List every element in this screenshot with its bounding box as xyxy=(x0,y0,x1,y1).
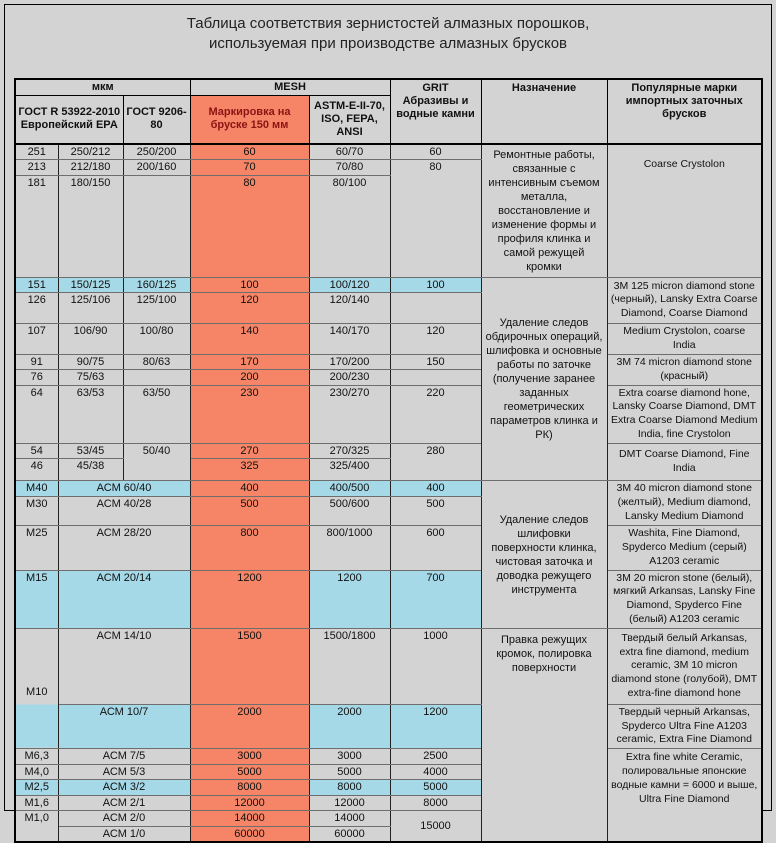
cell-epa-range: 53/45 xyxy=(58,443,123,459)
cell-epa-range: 212/180 xyxy=(58,160,123,176)
cell-acm: АСМ 1/0 xyxy=(58,826,190,842)
cell-marks: 3M 40 micron diamond stone (желтый), Medium diamond, Lansky Medium Diamond xyxy=(607,481,762,525)
cell-astm: 1500/1800 xyxy=(309,628,390,704)
cell-acm: АСМ 60/40 xyxy=(58,481,190,497)
cell-marking: 100 xyxy=(190,277,309,293)
table-row xyxy=(15,628,762,704)
page-title-line2: используемая при производстве алмазных брусков xyxy=(208,35,568,52)
cell-marks: 3M 125 micron diamond stone (черный), Lansky Extra Coarse Diamond, Coarse Diamond xyxy=(607,277,762,324)
cell-astm: 140/170 xyxy=(309,324,390,355)
header-mesh: MESH xyxy=(190,79,390,96)
cell-epa-range: 63/53 xyxy=(58,385,123,443)
cell-marking: 3000 xyxy=(190,749,309,765)
cell-gost: 160/125 xyxy=(123,277,190,293)
table-row-highlight xyxy=(15,481,762,497)
cell-gost: 63/50 xyxy=(123,385,190,443)
cell-gost: 100/80 xyxy=(123,324,190,355)
cell-acm: АСМ 3/2 xyxy=(58,780,190,796)
cell-marks: Твердый черный Arkansas, Spyderco Ultra Fine A1203 ceramic, Extra Fine Diamond xyxy=(607,704,762,748)
cell-marking: 60 xyxy=(190,144,309,160)
cell-astm: 100/120 xyxy=(309,277,390,293)
cell-gost-m xyxy=(15,628,58,748)
cell-astm: 3000 xyxy=(309,749,390,765)
cell-marking: 12000 xyxy=(190,795,309,811)
cell-gost: 250/200 xyxy=(123,144,190,160)
cell-astm: 60/70 xyxy=(309,144,390,160)
cell-astm: 500/600 xyxy=(309,497,390,526)
cell-epa-range: 250/212 xyxy=(58,144,123,160)
cell-astm: 1200 xyxy=(309,570,390,628)
cell-epa-um: 54 xyxy=(15,443,58,459)
cell-grit: 1000 xyxy=(390,628,481,704)
cell-marking: 1500 xyxy=(190,628,309,704)
cell-epa-range: 90/75 xyxy=(58,354,123,370)
cell-marks: DMT Coarse Diamond, Fine India xyxy=(607,443,762,481)
page-title xyxy=(0,14,776,54)
cell-grit xyxy=(390,293,481,324)
cell-marking: 8000 xyxy=(190,780,309,796)
cell-grit: 400 xyxy=(390,481,481,497)
cell-marking: 14000 xyxy=(190,811,309,827)
cell-marking: 230 xyxy=(190,385,309,443)
cell-marking: 400 xyxy=(190,481,309,497)
grit-correspondence-table xyxy=(14,78,763,843)
cell-acm: АСМ 2/1 xyxy=(58,795,190,811)
header-marks: Популярные марки импортных заточных брусков xyxy=(607,79,762,144)
cell-marking: 200 xyxy=(190,370,309,386)
cell-grit: 15000 xyxy=(390,811,481,843)
cell-astm: 325/400 xyxy=(309,459,390,481)
cell-grit: 500 xyxy=(390,497,481,526)
cell-marks: Extra coarse diamond hone, Lansky Coarse Diamond, DMT Extra Coarse Diamond Medium India, fine Crystolon xyxy=(607,385,762,443)
cell-gost-m: M1,0 xyxy=(15,811,58,843)
cell-marking: 500 xyxy=(190,497,309,526)
cell-epa-um: 91 xyxy=(15,354,58,370)
cell-astm: 12000 xyxy=(309,795,390,811)
header-gost-9206: ГОСТ 9206-80 xyxy=(123,96,190,144)
cell-astm: 70/80 xyxy=(309,160,390,176)
cell-epa-range: 75/63 xyxy=(58,370,123,386)
cell-acm: АСМ 40/28 xyxy=(58,497,190,526)
cell-acm: АСМ 14/10 xyxy=(58,628,190,704)
cell-astm: 200/230 xyxy=(309,370,390,386)
cell-marking: 325 xyxy=(190,459,309,481)
cell-marks: Extra fine white Ceramic, полировальные японские водные камни = 6000 и выше, Ultra Fine Diamond xyxy=(607,749,762,843)
cell-grit: 700 xyxy=(390,570,481,628)
cell-astm: 270/325 xyxy=(309,443,390,459)
cell-gost xyxy=(123,175,190,277)
cell-marks: Твердый белый Arkansas, extra fine diamond, medium ceramic, 3M 10 micron diamond stone (голубой), DMT extra-fine diamond hone xyxy=(607,628,762,704)
cell-marks: Washita, Fine Diamond, Spyderco Medium (серый) A1203 ceramic xyxy=(607,525,762,570)
cell-marking: 170 xyxy=(190,354,309,370)
cell-astm: 60000 xyxy=(309,826,390,842)
cell-gost-m: M40 xyxy=(15,481,58,497)
cell-astm: 80/100 xyxy=(309,175,390,277)
cell-astm: 8000 xyxy=(309,780,390,796)
cell-marking: 80 xyxy=(190,175,309,277)
header-mkm: мкм xyxy=(15,79,190,96)
cell-marking: 120 xyxy=(190,293,309,324)
cell-epa-range: 45/38 xyxy=(58,459,123,481)
header-grit-line2: Абразивы и водные камни xyxy=(396,95,475,120)
cell-acm: АСМ 10/7 xyxy=(58,704,190,748)
cell-grit: 4000 xyxy=(390,764,481,780)
header-naznachenie: Назначение xyxy=(481,79,607,144)
cell-grit: 60 xyxy=(390,144,481,160)
cell-epa-range: 180/150 xyxy=(58,175,123,277)
cell-gost xyxy=(123,370,190,386)
cell-epa-um: 251 xyxy=(15,144,58,160)
cell-epa-um: 126 xyxy=(15,293,58,324)
cell-acm: АСМ 28/20 xyxy=(58,525,190,570)
cell-astm: 5000 xyxy=(309,764,390,780)
table-row-highlight xyxy=(15,277,762,293)
cell-astm: 2000 xyxy=(309,704,390,748)
cell-marks: 3M 74 micron diamond stone (красный) xyxy=(607,354,762,385)
cell-grit: 1200 xyxy=(390,704,481,748)
cell-acm: АСМ 20/14 xyxy=(58,570,190,628)
cell-naznachenie: Удаление следов шлифовки поверхности клинка, чистовая заточка и доводка режущего инструмента xyxy=(481,481,607,629)
cell-epa-range: 125/106 xyxy=(58,293,123,324)
cell-astm: 14000 xyxy=(309,811,390,827)
cell-acm: АСМ 7/5 xyxy=(58,749,190,765)
cell-astm: 400/500 xyxy=(309,481,390,497)
cell-astm: 170/200 xyxy=(309,354,390,370)
cell-grit: 2500 xyxy=(390,749,481,765)
cell-marking: 70 xyxy=(190,160,309,176)
header-grit-line1: GRIT xyxy=(422,82,449,94)
table-row xyxy=(15,324,762,355)
header-astm: ASTM-E-II-70, ISO, FEPA, ANSI xyxy=(309,96,390,144)
cell-gost-m: M2,5 xyxy=(15,780,58,796)
cell-gost-m: M25 xyxy=(15,525,58,570)
table-row-highlight xyxy=(15,704,762,748)
cell-gost: 50/40 xyxy=(123,443,190,481)
cell-epa-um: 76 xyxy=(15,370,58,386)
table-row xyxy=(15,443,762,459)
cell-grit: 5000 xyxy=(390,780,481,796)
cell-marking: 5000 xyxy=(190,764,309,780)
cell-naznachenie: Ремонтные работы, связанные с интенсивным съемом металла, восстановление и изменение формы и профиля клинка и самой режущей кромки xyxy=(481,144,607,278)
cell-gost-m: M6,3 xyxy=(15,749,58,765)
cell-marks: Medium Crystolon, coarse India xyxy=(607,324,762,355)
cell-marks: 3M 20 micron stone (белый), мягкий Arkansas, Lansky Fine Diamond, Spyderco Fine (белый) A1203 ceramic xyxy=(607,570,762,628)
table-row xyxy=(15,385,762,443)
table-row xyxy=(15,525,762,570)
cell-grit: 220 xyxy=(390,385,481,443)
cell-gost: 200/160 xyxy=(123,160,190,176)
cell-marks: Coarse Crystolon xyxy=(607,144,762,278)
table-row-highlight xyxy=(15,570,762,628)
cell-gost: 125/100 xyxy=(123,293,190,324)
header-gost-r: ГОСТ R 53922-2010 Европейский EPA xyxy=(15,96,123,144)
cell-astm: 230/270 xyxy=(309,385,390,443)
cell-epa-range: 106/90 xyxy=(58,324,123,355)
page-title-line1: Таблица соответствия зернистостей алмазных порошков, xyxy=(186,15,590,32)
cell-epa-um: 181 xyxy=(15,175,58,277)
cell-grit: 8000 xyxy=(390,795,481,811)
table-row xyxy=(15,144,762,160)
cell-marking: 60000 xyxy=(190,826,309,842)
cell-astm: 120/140 xyxy=(309,293,390,324)
cell-gost-m-label: M10 xyxy=(26,685,48,698)
cell-epa-um: 151 xyxy=(15,277,58,293)
cell-marking: 800 xyxy=(190,525,309,570)
cell-astm: 800/1000 xyxy=(309,525,390,570)
cell-marking: 2000 xyxy=(190,704,309,748)
cell-epa-um: 107 xyxy=(15,324,58,355)
cell-gost-m: M4,0 xyxy=(15,764,58,780)
cell-gost-m: M15 xyxy=(15,570,58,628)
cell-gost: 80/63 xyxy=(123,354,190,370)
cell-grit: 100 xyxy=(390,277,481,293)
table-row xyxy=(15,749,762,765)
table-row xyxy=(15,354,762,370)
cell-epa-um: 213 xyxy=(15,160,58,176)
cell-grit: 120 xyxy=(390,324,481,355)
cell-gost-m: M30 xyxy=(15,497,58,526)
cell-marking: 270 xyxy=(190,443,309,459)
cell-grit: 80 xyxy=(390,160,481,278)
header-marking: Маркировка на бруске 150 мм xyxy=(190,96,309,144)
cell-gost-m: M1,6 xyxy=(15,795,58,811)
cell-marking: 140 xyxy=(190,324,309,355)
header-grit xyxy=(390,79,481,144)
cell-acm: АСМ 5/3 xyxy=(58,764,190,780)
cell-epa-um: 64 xyxy=(15,385,58,443)
cell-grit xyxy=(390,370,481,386)
cell-grit: 150 xyxy=(390,354,481,370)
cell-epa-range: 150/125 xyxy=(58,277,123,293)
cell-grit: 280 xyxy=(390,443,481,481)
cell-grit: 600 xyxy=(390,525,481,570)
cell-naznachenie: Удаление следов обдирочных операций, шлифовка и основные работы по заточке (получение заранее заданных геометрических параметров клинка и РК) xyxy=(481,277,607,481)
cell-naznachenie: Правка режущих кромок, полировка поверхности xyxy=(481,628,607,842)
cell-marking: 1200 xyxy=(190,570,309,628)
cell-acm: АСМ 2/0 xyxy=(58,811,190,827)
cell-epa-um: 46 xyxy=(15,459,58,481)
